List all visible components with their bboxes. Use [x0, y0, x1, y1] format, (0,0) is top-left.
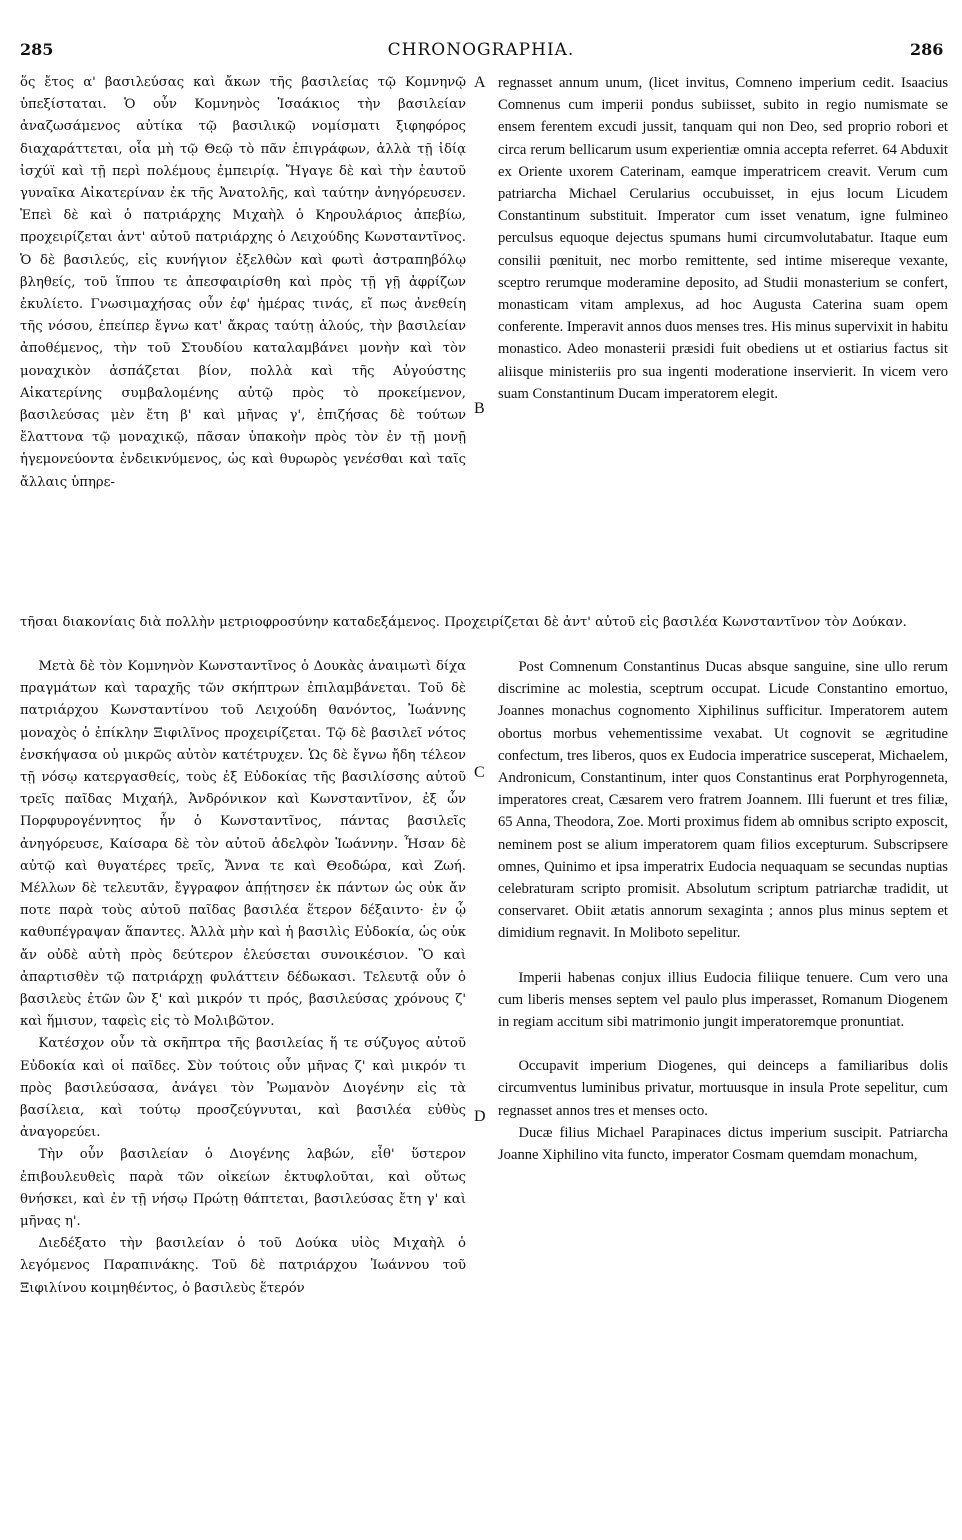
- margin-marker-d: D: [474, 1108, 486, 1125]
- margin-marker-c: C: [474, 764, 485, 781]
- margin-marker-a: A: [474, 74, 486, 91]
- margin-marker-b: B: [474, 400, 485, 417]
- greek-paragraph: Διεδέξατο τὴν βασιλείαν ὁ τοῦ Δούκα υἱὸς Μιχαὴλ ὁ λεγόμενος Παραπινάκης. Τοῦ δὲ πατριάρχου Ἰωάννου τοῦ Ξιφιλίνου κοιμηθέντος, ὁ βασιλεὺς ἕτερόν: [20, 1236, 466, 1296]
- running-title: CHRONOGRAPHIA.: [387, 40, 575, 60]
- latin-paragraph: Post Comnenum Constantinus Ducas absque sanguine, sine ullo rerum discrimine ac molestia, sceptrum occupat. Licude Constantino emortuo, Joannes monachus cognomento Xiphilinus sufficitur. Imperatorem autem obortus morbus vehementissime vexabat. Ut cognovit se ægritudine confectum, tres liberos, quos ex Eudocia imperatrice susceperat, Michaelem, Andronicum, Constantinum, inter quos Constantinus erat Porphyrogenneta, imperatores creat, Cæsarem vero fratrem Joannem. Illi fuerunt et tres filiæ, 65 Anna, Theodora, Zoe. Morti proximus fidem ab omnibus scripto exposcit, neminem post se alium imperatorem quam filios excepturum. Subscripsere omnes, Quinimo et ipsa imperatrix Eudocia nequaquam se secundas nuptias celebraturam scripto promisit. Absolutum scriptum patriarchæ tradidit, ut conservaret. Obiit ætatis annorum sexaginta ; annos plus minus septem et dimidium regnavit. In Moliboto sepelitur.: [498, 659, 948, 942]
- greek-paragraph: Κατέσχον οὖν τὰ σκῆπτρα τῆς βασιλείας ἥ τε σύζυγος αὐτοῦ Εὐδοκία καὶ οἱ παῖδες. Σὺν τούτοις οὖν μῆνας ζ' καὶ μικρόν τι πρὸς βασιλεύσασα, ἀνάγει τὸν Ῥωμανὸν Διογένην εἰς τὰ βασίλεια, καὶ τούτῳ προσζεύγνυται, καὶ βασιλέα εὐθὺς ἀναγορεύει.: [20, 1036, 466, 1141]
- latin-paragraph: Imperii habenas conjux illius Eudocia filiique tenuere. Cum vero una cum liberis menses septem vel paulo plus imperasset, Romanum Diogenem in regiam accitum sibi matrimonio jungit imperatoremque pronuntiat.: [498, 969, 948, 1031]
- page-number-right: 286: [910, 40, 944, 59]
- latin-column-top: [498, 72, 948, 405]
- greek-fullwidth-text: τῆσαι διακονίαις διὰ πολλὴν μετριοφροσύνην καταδεξάμενος. Προχειρίζεται δὲ ἀντ' αὐτοῦ εἰς βασιλέα Κωνσταντῖνον τὸν Δούκαν.: [20, 615, 907, 630]
- latin-paragraph: Occupavit imperium Diogenes, qui deinceps a familiaribus dolis circumventus luminibus privatur, mortuusque in insula Prote sepelitur, cum regnasset annos tres et menses octo.: [498, 1058, 948, 1119]
- greek-paragraph: Μετὰ δὲ τὸν Κομνηνὸν Κωνσταντῖνος ὁ Δουκὰς ἀναιμωτὶ δίχα πραγμάτων καὶ ταραχῆς τῶν σκήπτρων ἐπιλαμβάνεται. Τοῦ δὲ πατριάρχου Κωνσταντίνου τοῦ Λειχούδη θανόντος, Ἰωάννης μοναχὸς ὁ ἐπίκλην Ξιφιλῖνος προχειρίζεται. Τῷ δὲ βασιλεῖ νότος ἐνσκήψασα οὐ μικρῶς αὐτὸν κατέτρυχεν. Ὡς δὲ ἔγνω ἤδη τέλεον τῇ νόσῳ κατεργασθείς, τοὺς ἐξ Εὐδοκίας τῆς βασιλίσσης αὐτοῦ τρεῖς παῖδας Μιχαήλ, Ἀνδρόνικον καὶ Κωνσταντῖνον, ἐξ ὧν Πορφυρογέννητος ἦν ὁ Κωνσταντῖνος, πάντας βασιλεῖς ἀνηγόρευσε, Καίσαρα δὲ τὸν αὐτοῦ ἀδελφὸν Ἰωάννην. Ἦσαν δὲ αὐτῷ καὶ θυγατέρες τρεῖς, Ἄννα τε καὶ Θεοδώρα, καὶ Ζωή. Μέλλων δὲ τελευτᾶν, ἔγγραφον ἀπῄτησεν ἐκ πάντων ὡς οὐκ ἄν ποτε παρὰ τοὺς αὐτοῦ παῖδας βασιλέα ἕτερον δέξαιντο· ἐν ᾧ καθυπέγραψαν ἅπαντες. Ἀλλὰ μὴν καὶ ἡ βασιλὶς Εὐδοκία, ὡς οὐκ ἄν οὐδὲ αὐτὴ πρὸς δεύτερον ἐλεύσεται συνοικέσιον. Ὃ καὶ ἀπαρτισθὲν τῷ πατριάρχῃ φυλάττειν δέδωκασι. Τελευτᾷ οὖν ὁ βασιλεὺς ἐτῶν ὢν ξ' καὶ μικρόν τι πρός, βασιλεύσας χρόνους ζ' καὶ ἥμισυν, ταφεὶς εἰς τὸ Μολιβῶτον.: [20, 659, 466, 1030]
- greek-column-bottom: [20, 656, 466, 1300]
- greek-paragraph: ὅς ἔτος α' βασιλεύσας καὶ ἄκων τῆς βασιλείας τῷ Κομνηνῷ ὑπεξίσταται. Ὁ οὖν Κομνηνὸς Ἰσαάκιος τὴν βασιλείαν ἀναζωσάμενος αὐτίκα τῷ βασιλικῷ νομίσματι ξιφηφόρος διαχαράττεται, οἷα μὴ τῷ Θεῷ τὸ πᾶν ἐπιγράφων, ἀλλὰ τῇ ἰδίᾳ ἰσχύϊ καὶ τῇ περὶ πολέμους ἐμπειρίᾳ. Ἤγαγε δὲ καὶ τὴν ἑαυτοῦ γυναῖκα Αἰκατερίναν ἐκ τῆς Ἀνατολῆς, καὶ ταύτην ἀνηγόρευσεν. Ἐπεὶ δὲ καὶ ὁ πατριάρχης Μιχαὴλ ὁ Κηρουλάριος ἀπεβίω, προχειρίζεται ἀντ' αὐτοῦ πατριάρχης ὁ Λειχούδης Κωνσταντῖνος. Ὁ δὲ βασιλεύς, εἰς κυνήγιον ἐξελθὼν καὶ φωτὶ ἀστραπηβόλῳ βληθείς, τοῦ ἵππου τε ἀπεσφαιρίσθη καὶ πρὸς τῇ γῇ ἀφρίζων ἐκυλίετο. Γνωσιμαχήσας οὖν ἐφ' ἡμέρας τινάς, εἴ πως ἀνεθείη τῆς νόσου, ἐπείπερ ἔγνω κατ' ἄκρας ταύτῃ ἁλούς, τὴν βασιλείαν ἀποθέμενος, τὴν τοῦ Στουδίου καταλαμβάνει μονὴν καὶ τὸν μοναχικὸν ἀσπάζεται βίον, πολλὰ καὶ τῆς Αὐγούστης Αἰκατερίνης συμβαλομένης αὐτῷ πρὸς τὸ προκείμενον, βασιλεύσας μὲν ἔτη β' καὶ μῆνας γ', ἐπιζήσας δὲ τούτων ἔλαττονα τῷ μοναχικῷ, πᾶσαν ὑπακοὴν πρὸς τὸν ἐν τῇ μονῇ ἡγεμονεύοντα ἐνδεικνύμενος, ὡς καὶ θυρωρὸς γενέσθαι καὶ ταῖς ἄλλαις ὑπηρε-: [20, 75, 466, 490]
- latin-paragraph: regnasset annum unum, (licet invitus, Comneno imperium cedit. Isaacius Comnenus cum imperii pondus subiisset, subito in regio numismate se ensem ferentem excudi jussit, tanquam qui non Deo, sed proprio robori et circa rerum bellicarum usum experientiæ omnia accepta referret. 64 Abduxit ex Oriente uxorem Caterinam, eamque imperatricem creavit. Verum cum patriarcha Michael Cerularius occubuisset, in ejus locum Licudem Constantinum substituit. Imperator cum isset venatum, igne fulmineo perculsus equoque dejectus spumans humi circumvolutabatur. Itaque eum consilii pœnituit, nec morbo remittente, sed intime misereque vexante, sceptro rerumque moderamine deposito, ad Studii monasterium se confert, monasticam vitam amplexus, ad hoc Augusta Caterina suam opem conferente. Imperavit annos duos menses tres. His minus supervixit in habitu monastico. Adeo monasterii præsidi fuit obediens ut et ostiarius factus sit aliisque ministeriis pro sua ingenti moderatione inservierit. In vicem vero suam Constantinum Ducam imperatorem elegit.: [498, 75, 948, 402]
- latin-column-bottom: [498, 656, 948, 1166]
- page-number-left: 285: [20, 40, 54, 59]
- greek-fullwidth-line: [20, 612, 948, 634]
- greek-paragraph: Τὴν οὖν βασιλείαν ὁ Διογένης λαβών, εἶθ' ὕστερον ἐπιβουλευθεὶς παρὰ τῶν οἰκείων ἐκτυφλοῦται, καὶ οὕτως θνήσκει, καὶ ἐν τῇ νήσῳ Πρώτῃ θάπτεται, βασιλεύσας ἔτη γ' καὶ μῆνας η'.: [20, 1147, 466, 1230]
- page-header: [0, 40, 962, 66]
- greek-column-top: [20, 72, 466, 494]
- latin-paragraph: Ducæ filius Michael Parapinaces dictus imperium suscipit. Patriarcha Joanne Xiphilino vita functo, imperator Cosmam quemdam monachum,: [498, 1124, 948, 1164]
